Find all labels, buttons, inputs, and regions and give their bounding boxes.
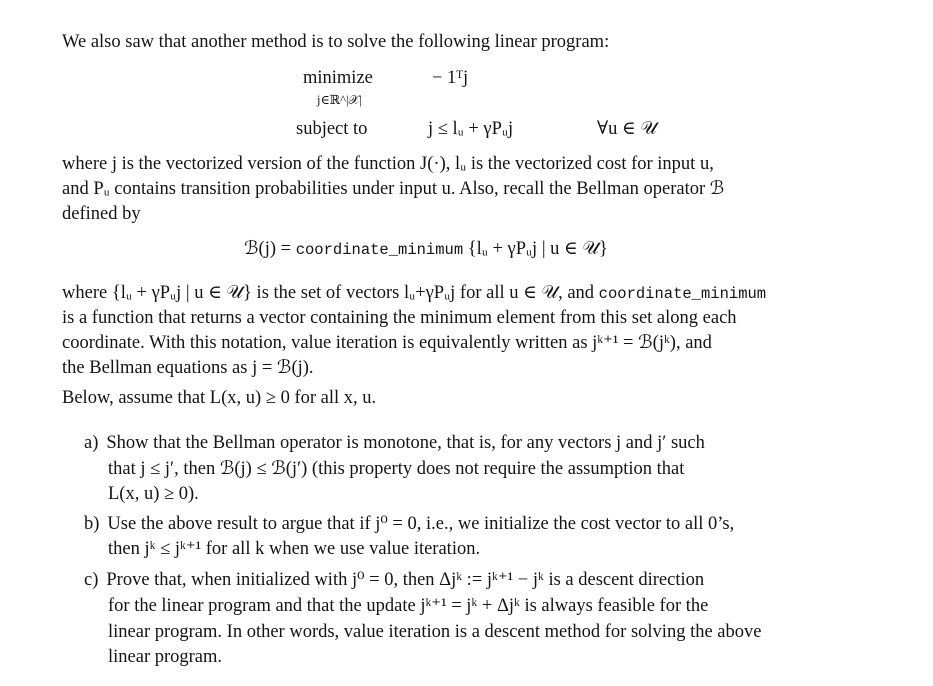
bellman-rhs: {lᵤ + γPᵤj | u ∈ 𝒰} bbox=[467, 239, 608, 259]
question-c-line-1 bbox=[84, 568, 704, 592]
question-c-line-3: linear program. In other words, value iteration is a descent method for solving the above bbox=[108, 622, 762, 642]
bellman-equation bbox=[244, 237, 608, 262]
question-c-line-2: for the linear program and that the update jᵏ⁺¹ = jᵏ + Δjᵏ is always feasible for the bbox=[108, 596, 709, 616]
question-c-label: c) bbox=[84, 570, 99, 590]
set-line-3: coordinate. With this notation, value iteration is equivalently written as jᵏ⁺¹ = ℬ(jᵏ), and bbox=[62, 333, 712, 353]
set-line-1-text: where {lᵤ + γPᵤj | u ∈ 𝒰} is the set of vectors lᵤ+γPᵤj for all u ∈ 𝒰, and bbox=[62, 283, 595, 303]
intro-paragraph: We also saw that another method is to solve the following linear program: bbox=[62, 32, 610, 52]
question-a-text-1: Show that the Bellman operator is monotone, that is, for any vectors j and j′ such bbox=[106, 433, 705, 453]
question-c-text-1: Prove that, when initialized with j⁰ = 0, then Δjᵏ := jᵏ⁺¹ − jᵏ is a descent direction bbox=[106, 570, 705, 590]
lp-minimize-subscript: j∈ℝ^|𝒳| bbox=[317, 93, 362, 107]
lp-subject-to-label: subject to bbox=[296, 119, 368, 139]
question-a-line-1 bbox=[84, 431, 705, 455]
where-line-1: where j is the vectorized version of the function J(·), lᵤ is the vectorized cost for input u, bbox=[62, 154, 714, 174]
assumption: Below, assume that L(x, u) ≥ 0 for all x, u. bbox=[62, 388, 377, 408]
question-a-line-3: L(x, u) ≥ 0). bbox=[108, 484, 199, 504]
bellman-func: coordinate_minimum bbox=[295, 241, 464, 259]
where-line-2: and Pᵤ contains transition probabilities under input u. Also, recall the Bellman operator ℬ bbox=[62, 179, 725, 199]
set-line-1 bbox=[62, 281, 766, 306]
set-line-2: is a function that returns a vector containing the minimum element from this set along each bbox=[62, 308, 737, 328]
question-a-line-2: that j ≤ j′, then ℬ(j) ≤ ℬ(j′) (this property does not require the assumption that bbox=[108, 459, 685, 479]
where-line-3: defined by bbox=[62, 204, 141, 224]
question-b-label: b) bbox=[84, 514, 100, 534]
set-line-4: the Bellman equations as j = ℬ(j). bbox=[62, 358, 314, 378]
question-b-line-2: then jᵏ ≤ jᵏ⁺¹ for all k when we use value iteration. bbox=[108, 539, 481, 559]
set-line-1-code: coordinate_minimum bbox=[598, 285, 767, 303]
lp-forall: ∀u ∈ 𝒰 bbox=[597, 119, 658, 139]
question-a-label: a) bbox=[84, 433, 99, 453]
question-c-line-4: linear program. bbox=[108, 647, 223, 667]
question-b-text-1: Use the above result to argue that if j⁰ = 0, i.e., we initialize the cost vector to all 0’s, bbox=[107, 514, 735, 534]
lp-minimize-label: minimize bbox=[303, 68, 373, 88]
bellman-lhs: ℬ(j) = bbox=[244, 239, 292, 259]
lp-constraint: j ≤ lᵤ + γPᵤj bbox=[428, 119, 514, 139]
question-b-line-1 bbox=[84, 512, 734, 536]
lp-objective: − 1ᵀj bbox=[432, 68, 469, 88]
